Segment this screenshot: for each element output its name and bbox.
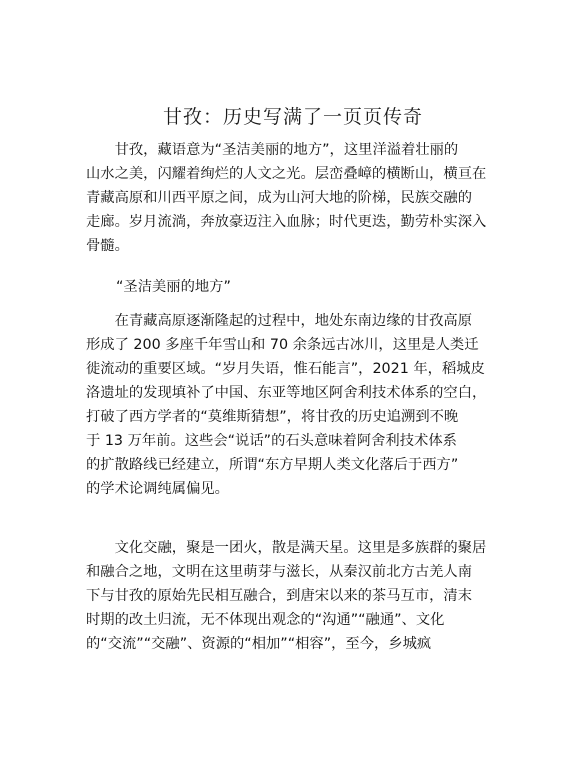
paragraph-line: 下与甘孜的原始先民相互融合，到唐宋以来的茶马互市，清末 xyxy=(86,588,473,604)
paragraph-line: 形成了 200 多座千年雪山和 70 余条远古冰川，这里是人类迁 xyxy=(86,337,479,353)
paragraph-line: 打破了西方学者的“莫维斯猜想”，将甘孜的历史追溯到不晚 xyxy=(86,409,459,425)
paragraph-line: 的扩散路线已经建立，所谓“东方早期人类文化落后于西方” xyxy=(86,457,459,473)
paragraph-line: 的学术论调纯属偏见。 xyxy=(86,481,229,497)
paragraph-line: 时期的改土归流，无不体现出观念的“沟通”“融通”、文化 xyxy=(86,612,445,628)
paragraph-line: 徙流动的重要区域。“岁月失语，惟石能言”，2021 年，稻城皮 xyxy=(86,361,485,377)
paragraph-history xyxy=(86,309,506,501)
paragraph-line: 在青藏高原逐渐隆起的过程中，地处东南边缘的甘孜高原 xyxy=(86,313,473,329)
paragraph-line: 文化交融，聚是一团火，散是满天星。这里是多族群的聚居 xyxy=(86,540,487,556)
paragraph-line: 甘孜，藏语意为“圣洁美丽的地方”，这里洋溢着壮丽的 xyxy=(86,142,459,158)
paragraph-line: 的“交流”“交融”、资源的“相加”“相容”，至今，乡城疯 xyxy=(86,636,432,652)
paragraph-line: 和融合之地，文明在这里萌芽与滋长，从秦汉前北方古羌人南 xyxy=(86,564,473,580)
paragraph-line: 山水之美，闪耀着绚烂的人文之光。层峦叠嶂的横断山，横亘在 xyxy=(86,166,487,182)
paragraph-line: 骨髓。 xyxy=(86,238,129,254)
paragraph-line: 走廊。岁月流淌，奔放豪迈注入血脉；时代更迭，勤劳朴实深入 xyxy=(86,214,487,230)
paragraph-line: 洛遗址的发现填补了中国、东亚等地区阿舍利技术体系的空白， xyxy=(86,385,487,401)
document-title: 甘孜：历史写满了一页页传奇 xyxy=(162,106,423,128)
section-subheading: “圣洁美丽的地方” xyxy=(116,279,231,295)
paragraph-culture xyxy=(86,536,506,656)
paragraph-line: 于 13 万年前。这些会“说话”的石头意味着阿舍利技术体系 xyxy=(86,433,457,449)
paragraph-line: 青藏高原和川西平原之间，成为山河大地的阶梯，民族交融的 xyxy=(86,190,473,206)
paragraph-intro xyxy=(86,138,506,258)
